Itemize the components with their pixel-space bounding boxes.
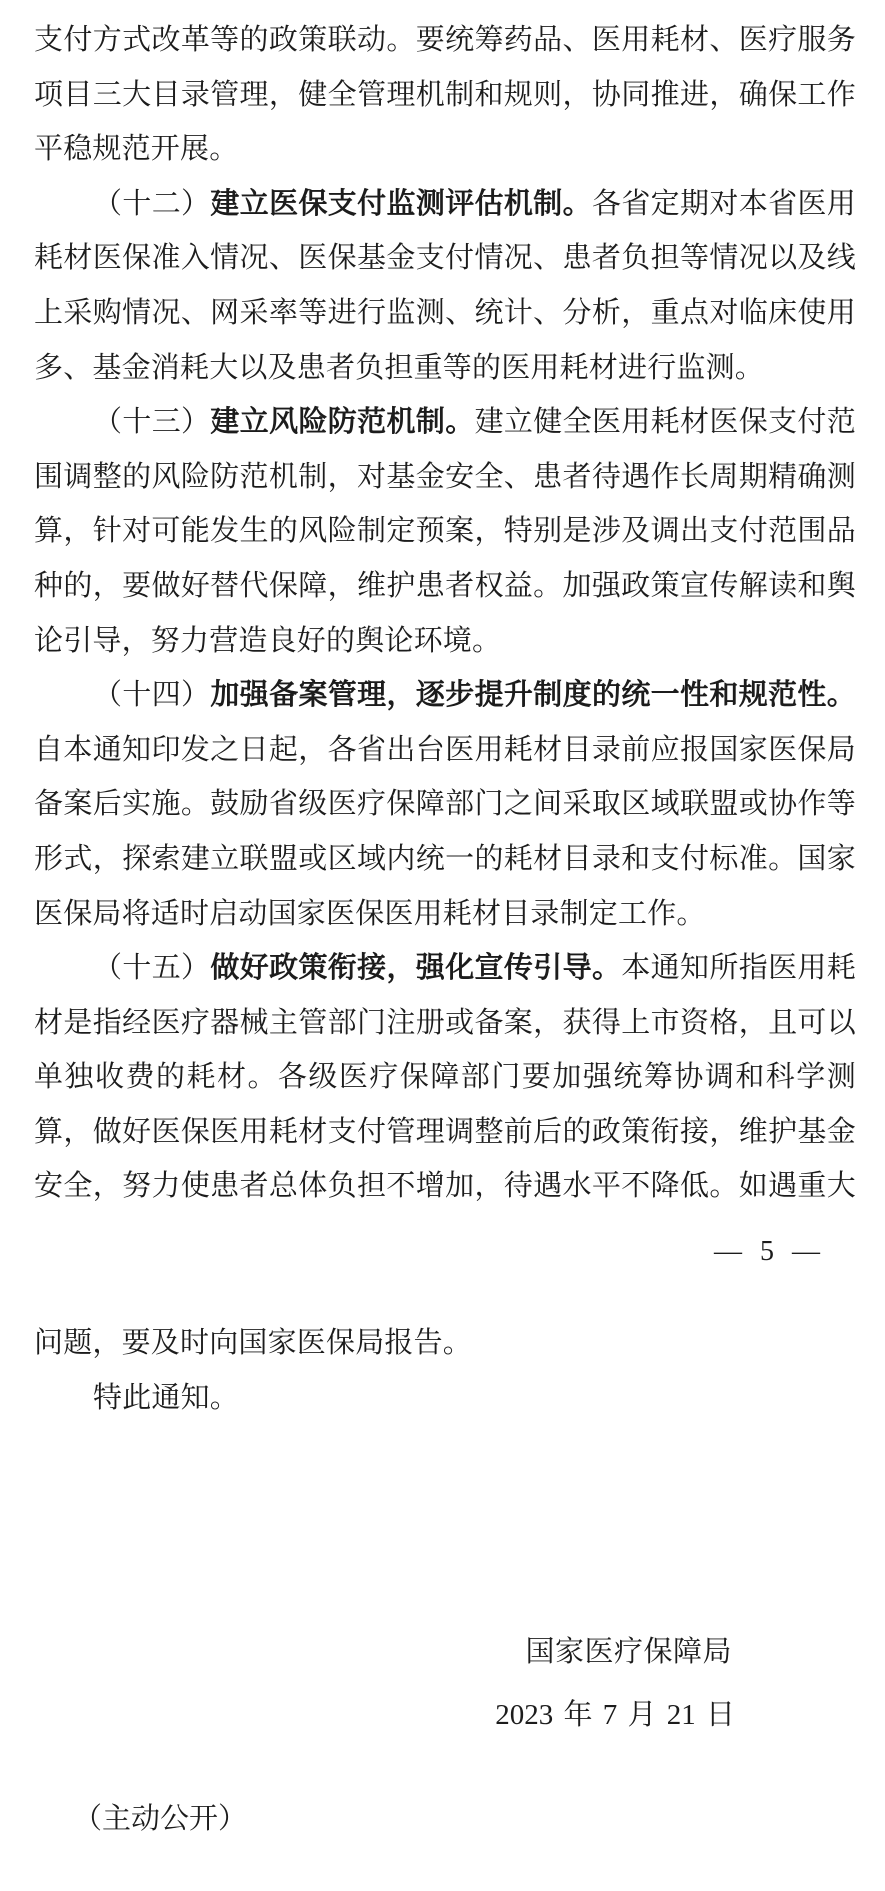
text-line — [34, 504, 856, 559]
text-segment: 安全，努力使患者总体负担不增加，待遇水平不降低。如遇重大 — [34, 1170, 856, 1203]
text-line — [34, 341, 856, 396]
text-segment: 自本通知印发之日起，各省出台医用耗材目录前应报国家医保局 — [34, 733, 856, 766]
text-segment: 算，做好医保医用耗材支付管理调整前后的政策衔接，维护基金 — [34, 1115, 856, 1148]
text-segment: 材是指经医疗器械主管部门注册或备案，获得上市资格，且可以 — [34, 1006, 856, 1039]
text-line — [34, 1050, 856, 1105]
text-line — [34, 887, 856, 942]
text-segment: 单独收费的耗材。各级医疗保障部门要加强统筹协调和科学测 — [34, 1061, 856, 1094]
text-line — [34, 996, 856, 1051]
text-line — [34, 122, 856, 177]
text-segment: 备案后实施。鼓励省级医疗保障部门之间采取区域联盟或协作等 — [34, 788, 856, 821]
text-segment: （十三） — [93, 406, 211, 439]
text-line — [34, 1316, 856, 1371]
tail-text — [34, 1316, 856, 1425]
text-line — [34, 68, 856, 123]
text-segment: 建立健全医用耗材医保支付范 — [474, 406, 856, 439]
text-line — [34, 1159, 856, 1214]
bold-heading-segment: 做好政策衔接，强化宣传引导。 — [210, 952, 622, 985]
text-segment: 上采购情况、网采率等进行监测、统计、分析，重点对临床使用 — [34, 296, 856, 329]
text-segment: 算，针对可能发生的风险制定预案，特别是涉及调出支付范围品 — [34, 515, 856, 548]
text-line — [34, 1105, 856, 1160]
bold-heading-segment: 建立医保支付监测评估机制。 — [210, 187, 592, 220]
text-line — [34, 286, 856, 341]
bold-heading-segment: 加强备案管理，逐步提升制度的统一性和规范性。 — [210, 679, 856, 712]
body-text — [34, 13, 856, 1214]
text-segment: 问题，要及时向国家医保局报告。 — [34, 1327, 473, 1359]
text-line — [34, 668, 856, 723]
text-segment: （十二） — [93, 187, 211, 220]
text-line — [34, 832, 856, 887]
text-segment: 多、基金消耗大以及患者负担重等的医用耗材进行监测。 — [34, 351, 765, 384]
disclosure-note: （主动公开） — [73, 1803, 248, 1835]
text-segment: 平稳规范开展。 — [34, 133, 239, 166]
text-segment: 围调整的风险防范机制，对基金安全、患者待遇作长周期精确测 — [34, 460, 856, 493]
text-line — [34, 1371, 856, 1426]
text-line — [34, 941, 856, 996]
signature-date: 2023 年 7 月 21 日 — [495, 1699, 735, 1731]
text-line — [34, 13, 856, 68]
text-segment: 种的，要做好替代保障，维护患者权益。加强政策宣传解读和舆 — [34, 569, 856, 602]
signature-issuer: 国家医疗保障局 — [525, 1636, 732, 1668]
text-segment: （十四） — [93, 679, 211, 712]
text-segment: 医保局将适时启动国家医保医用耗材目录制定工作。 — [34, 897, 706, 930]
text-line — [34, 177, 856, 232]
text-segment: 论引导，努力营造良好的舆论环境。 — [34, 624, 502, 657]
text-segment: 本通知所指医用耗 — [621, 952, 856, 985]
text-segment: 支付方式改革等的政策联动。要统筹药品、医用耗材、医疗服务 — [34, 24, 856, 56]
page-number: — 5 — — [714, 1236, 823, 1267]
text-segment: 特此通知。 — [93, 1381, 240, 1414]
text-segment: 项目三大目录管理，健全管理机制和规则，协同推进，确保工作 — [34, 78, 856, 111]
text-segment: 形式，探索建立联盟或区域内统一的耗材目录和支付标准。国家 — [34, 842, 856, 875]
bold-heading-segment: 建立风险防范机制。 — [210, 406, 475, 439]
text-line — [34, 395, 856, 450]
text-segment: 耗材医保准入情况、医保基金支付情况、患者负担等情况以及线 — [34, 242, 856, 275]
text-line — [34, 559, 856, 614]
text-segment: （十五） — [93, 952, 211, 985]
text-line — [34, 614, 856, 669]
text-line — [34, 231, 856, 286]
text-line — [34, 723, 856, 778]
text-segment: 各省定期对本省医用 — [591, 187, 856, 220]
text-line — [34, 450, 856, 505]
text-line — [34, 777, 856, 832]
